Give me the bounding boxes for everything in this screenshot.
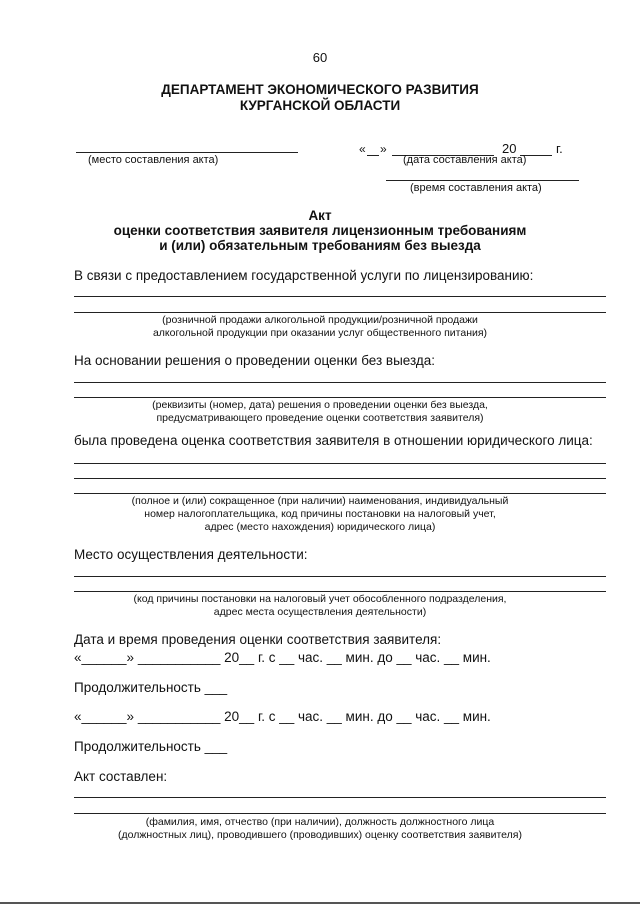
date-day-field[interactable]	[367, 155, 379, 156]
act-subtitle-line1: оценки соответствия заявителя лицензионным требованиям	[113, 223, 527, 238]
legal-entity-field-line1[interactable]	[74, 463, 606, 464]
activity-place-label: Место осуществления деятельности:	[74, 547, 308, 562]
licensing-field-line1[interactable]	[74, 296, 606, 297]
date-year-prefix: 20	[502, 141, 517, 156]
decision-basis-label: На основании решения о проведении оценки без выезда:	[74, 353, 436, 368]
licensing-service-label: В связи с предоставлением государственной услуги по лицензированию:	[74, 268, 534, 283]
page-bottom-border	[0, 902, 640, 904]
decision-caption-line2: предусматривающего проведение оценки соответствия заявителя)	[156, 412, 484, 424]
date-open-quote: «	[359, 142, 366, 156]
department-name-line2: КУРГАНСКОЙ ОБЛАСТИ	[239, 98, 401, 113]
act-drawn-up-label: Акт составлен:	[74, 769, 168, 784]
assessment-datetime-row2[interactable]: «______» ___________ 20__ г. с __ час. __ мин. до __ час. __ мин.	[74, 709, 491, 724]
legal-entity-caption-line2: номер налогоплательщика, код причины постановки на налоговый учет,	[144, 508, 496, 520]
time-field-line[interactable]	[386, 180, 579, 181]
place-caption: (место составления акта)	[88, 154, 219, 166]
legal-entity-caption-line1: (полное и (или) сокращенное (при наличии) наименования, индивидуальный	[131, 495, 509, 507]
time-caption: (время составления акта)	[410, 182, 542, 194]
licensing-caption-line2: алкогольной продукции при оказании услуг общественного питания)	[152, 327, 488, 339]
official-caption-line2: (должностных лиц), проводившего (проводивших) оценку соответствия заявителя)	[118, 829, 522, 841]
duration-field1[interactable]: Продолжительность ___	[74, 680, 228, 695]
department-name-line1: ДЕПАРТАМЕНТ ЭКОНОМИЧЕСКОГО РАЗВИТИЯ	[161, 82, 479, 97]
place-field-line[interactable]	[76, 152, 298, 153]
decision-caption-line1: (реквизиты (номер, дата) решения о проведении оценки без выезда,	[152, 399, 488, 411]
assessment-datetime-label: Дата и время проведения оценки соответствия заявителя:	[74, 632, 442, 647]
activity-place-caption-line2: адрес места осуществления деятельности)	[213, 606, 427, 618]
decision-field-line1[interactable]	[74, 382, 606, 383]
licensing-caption-line1: (розничной продажи алкогольной продукции/розничной продажи	[162, 314, 478, 326]
official-field-line1[interactable]	[74, 797, 606, 798]
legal-entity-caption-line3: адрес (место нахождения) юридического лица)	[204, 521, 436, 533]
legal-entity-field-line2[interactable]	[74, 478, 606, 479]
date-year-suffix: г.	[556, 141, 563, 156]
act-subtitle-line2: и (или) обязательным требованиям без выезда	[159, 238, 481, 253]
date-close-quote: »	[380, 142, 387, 156]
official-caption-line1: (фамилия, имя, отчество (при наличии), должность должностного лица	[145, 816, 495, 828]
act-title: Акт	[308, 208, 332, 223]
page-number: 60	[312, 50, 328, 65]
assessment-datetime-row1[interactable]: «______» ___________ 20__ г. с __ час. __ мин. до __ час. __ мин.	[74, 650, 491, 665]
activity-place-caption-line1: (код причины постановки на налоговый учет обособленного подразделения,	[133, 593, 507, 605]
legal-entity-label: была проведена оценка соответствия заявителя в отношении юридического лица:	[74, 433, 593, 448]
date-caption: (дата составления акта)	[403, 154, 527, 166]
duration-field2[interactable]: Продолжительность ___	[74, 739, 228, 754]
activity-place-field-line1[interactable]	[74, 576, 606, 577]
official-field-line2[interactable]	[74, 813, 606, 814]
